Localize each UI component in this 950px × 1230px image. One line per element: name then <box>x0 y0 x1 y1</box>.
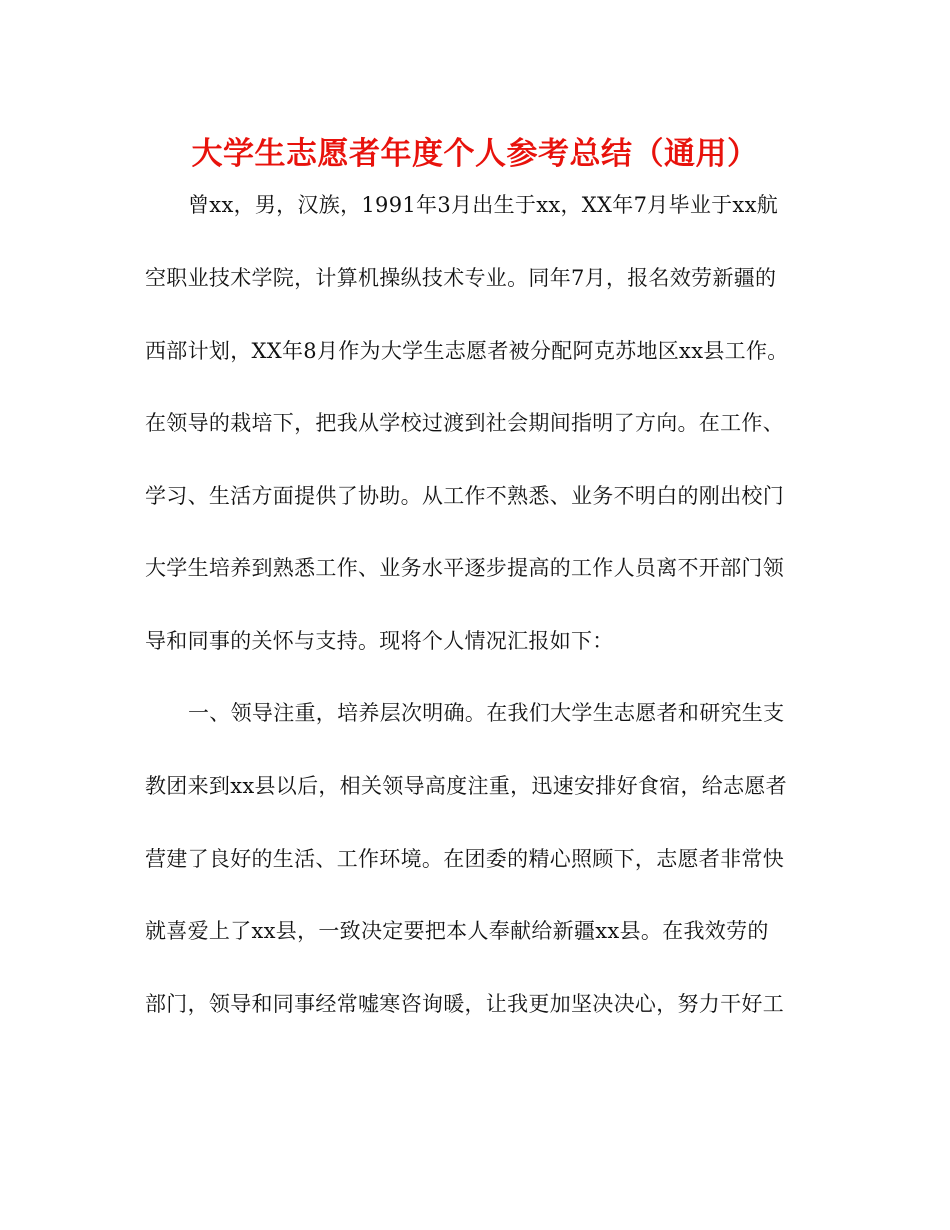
paragraph-line: 导和同事的关怀与支持。现将个人情况汇报如下： <box>145 629 614 653</box>
paragraph-line: 教团来到xx县以后，相关领导高度注重，迅速安排好食宿，给志愿者 <box>145 774 787 798</box>
paragraph-line: 一、领导注重，培养层次明确。在我们大学生志愿者和研究生支 <box>188 701 785 725</box>
paragraph-line: 在领导的栽培下，把我从学校过渡到社会期间指明了方向。在工作、 <box>145 411 784 435</box>
paragraph-line: 部门，领导和同事经常嘘寒咨询暖，让我更加坚决决心，努力干好工 <box>145 992 784 1016</box>
paragraph-line: 营建了良好的生活、工作环境。在团委的精心照顾下，志愿者非常快 <box>145 847 784 871</box>
paragraph-line: 曾xx，男，汉族，1991年3月出生于xx，XX年7月毕业于xx航 <box>188 193 779 217</box>
paragraph-line: 大学生培养到熟悉工作、业务水平逐步提高的工作人员离不开部门领 <box>145 556 784 580</box>
document-title: 大学生志愿者年度个人参考总结（通用） <box>191 136 759 172</box>
paragraph-line: 西部计划，XX年8月作为大学生志愿者被分配阿克苏地区xx县工作。 <box>145 339 789 363</box>
paragraph-line: 就喜爱上了xx县，一致决定要把本人奉献给新疆xx县。在我效劳的 <box>145 919 769 943</box>
paragraph-line: 学习、生活方面提供了协助。从工作不熟悉、业务不明白的刚出校门 <box>145 484 784 508</box>
paragraph-line: 空职业技术学院，计算机操纵技术专业。同年7月，报名效劳新疆的 <box>145 266 777 290</box>
